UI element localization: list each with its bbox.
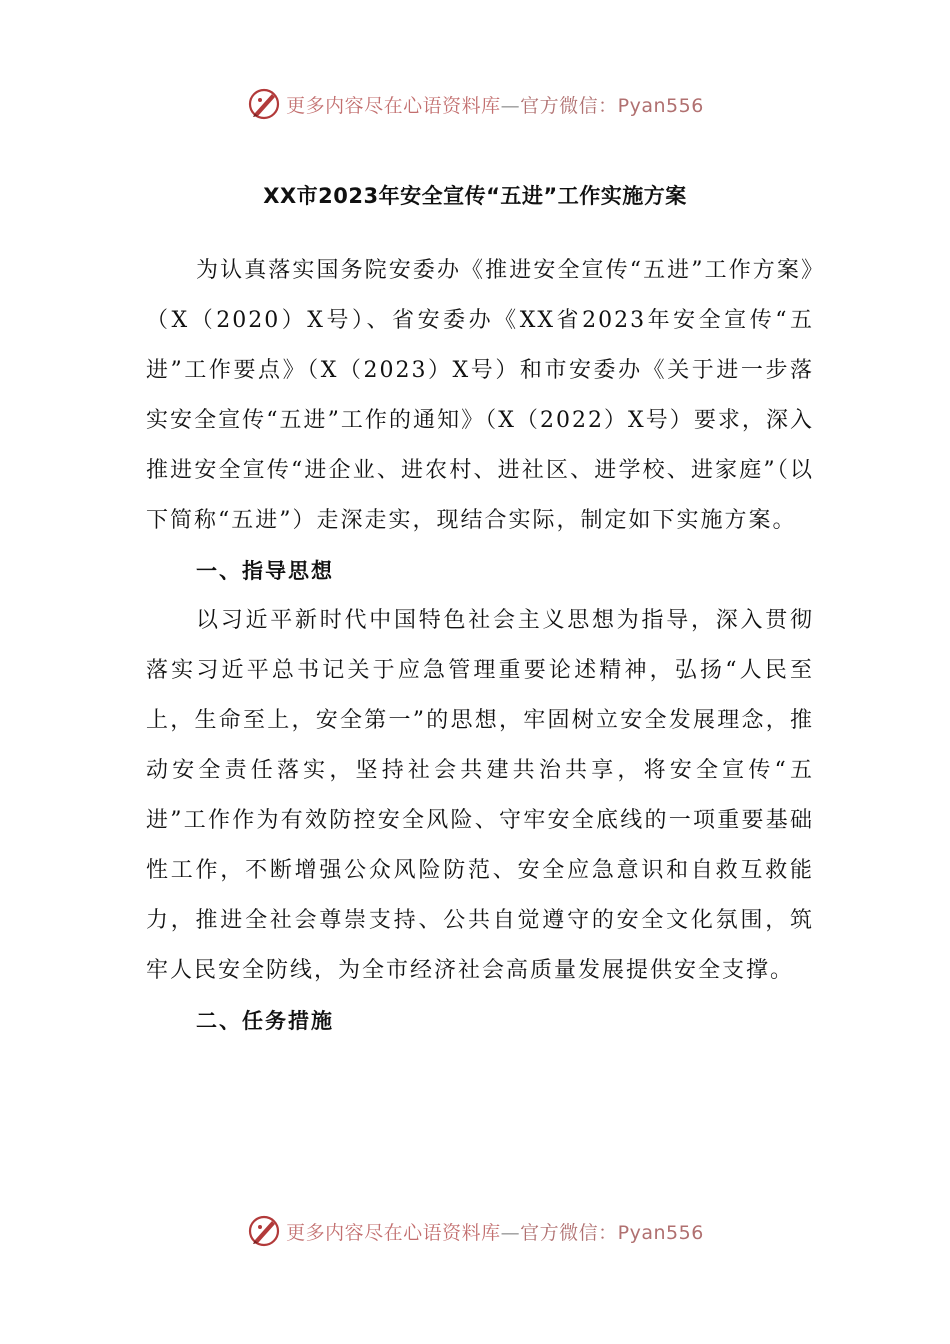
section-1-heading: 一、指导思想 [196, 559, 334, 583]
banner-separator: — [500, 1221, 521, 1244]
footer-banner [0, 1211, 950, 1251]
section-2-heading: 二、任务措施 [196, 1009, 334, 1033]
document-title: XX市2023年安全宣传“五进”工作实施方案 [263, 184, 687, 208]
banner-site-name: 更多内容尽在心语资料库 [286, 94, 501, 117]
pen-seal-logo-icon [246, 1213, 282, 1249]
banner-separator: — [500, 94, 521, 117]
document-body [146, 246, 814, 1046]
banner-site-name: 更多内容尽在心语资料库 [286, 1221, 501, 1244]
header-banner [0, 84, 950, 124]
banner-wechat: 官方微信：Pyan556 [520, 1221, 704, 1244]
intro-paragraph: 为认真落实国务院安委办《推进安全宣传“五进”工作方案》（X（2020）X号）、省安委办《XX省2023年安全宣传“五进”工作要点》（X（2023）X号）和市安委办《关于进一步落实安全宣传“五进”工作的通知》（X（2022）X号）要求，深入推进安全宣传“进企业、进农村、进社区、进学校、进家庭”（以下简称“五进”）走深走实，现结合实际，制定如下实施方案。 [146, 258, 814, 533]
banner-text [286, 1218, 704, 1245]
section-1-paragraph: 以习近平新时代中国特色社会主义思想为指导，深入贯彻落实习近平总书记关于应急管理重要论述精神，弘扬“人民至上，生命至上，安全第一”的思想，牢固树立安全发展理念，推动安全责任落实，坚持社会共建共治共享，将安全宣传“五进”工作作为有效防控安全风险、守牢安全底线的一项重要基础性工作，不断增强公众风险防范、安全应急意识和自救互救能力，推进全社会尊崇支持、公共自觉遵守的安全文化氛围，筑牢人民安全防线，为全市经济社会高质量发展提供安全支撑。 [146, 608, 814, 983]
banner-wechat: 官方微信：Pyan556 [520, 94, 704, 117]
banner-text [286, 91, 704, 118]
pen-seal-logo-icon [246, 86, 282, 122]
